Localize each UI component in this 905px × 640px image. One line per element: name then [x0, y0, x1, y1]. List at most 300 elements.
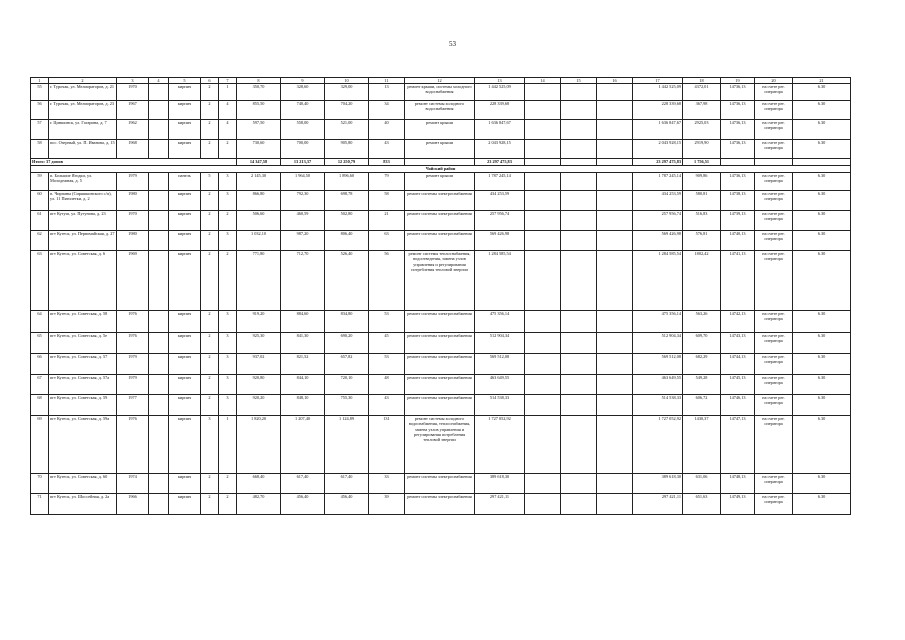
cell-date: 6.30 [793, 311, 851, 333]
table-row [31, 211, 851, 231]
cell-area-res: 526,40 [325, 251, 369, 311]
cell-people: 53 [369, 311, 405, 333]
cell-method: на счете рег. оператора [755, 474, 793, 494]
district-title: Чойский район [31, 166, 851, 173]
cell-fund: 297 421,11 [633, 494, 683, 515]
cell-c16 [597, 416, 633, 474]
total-empty [525, 159, 561, 166]
cell-limit: 14746,13 [721, 395, 755, 416]
cell-area-live: 848,10 [281, 395, 325, 416]
cell-work: ремонт крыши, системы холодного водоснабжения [405, 84, 475, 101]
table-row [31, 251, 851, 311]
page-number: 53 [449, 40, 456, 48]
cell-people: 131 [369, 416, 405, 474]
table-body [31, 78, 851, 515]
cell-area-res: 698,78 [325, 191, 369, 211]
cell-material: кирпич [169, 231, 201, 251]
cell-cost: 463 649,55 [475, 375, 525, 395]
cell-people: 39 [369, 494, 405, 515]
cell-c14 [525, 333, 561, 354]
cell-c16 [597, 211, 633, 231]
cell-n: 66 [31, 354, 49, 375]
cell-method: на счете рег. оператора [755, 191, 793, 211]
cell-c4 [149, 84, 169, 101]
cell-unit: 1430,37 [683, 416, 721, 474]
cell-cost: 569 512,08 [475, 354, 525, 375]
cell-work: ремонт системы электроснабжения [405, 333, 475, 354]
cell-address: пгт Кугеск, ул. Советская, д. 59а [49, 416, 117, 474]
cell-floors: 2 [201, 120, 219, 140]
cell-limit: 14744,13 [721, 354, 755, 375]
cell-c4 [149, 173, 169, 191]
cell-people: 48 [369, 375, 405, 395]
cell-fund: 1 636 847,67 [633, 120, 683, 140]
cell-date: 6.30 [793, 354, 851, 375]
cell-c14 [525, 211, 561, 231]
table-row [31, 416, 851, 474]
total-cost: 23 297 475,83 [475, 159, 525, 166]
cell-date: 6.30 [793, 375, 851, 395]
cell-work: ремонт системы электроснабжения [405, 375, 475, 395]
cell-unit: 576,81 [683, 231, 721, 251]
cell-entrances: 4 [219, 101, 237, 120]
cell-entrances: 2 [219, 474, 237, 494]
cell-c16 [597, 251, 633, 311]
cell-people: 56 [369, 251, 405, 311]
cell-material: кирпич [169, 101, 201, 120]
column-number-cell: 19 [721, 78, 755, 84]
cell-c16 [597, 173, 633, 191]
cell-c14 [525, 120, 561, 140]
cell-year: 1976 [117, 416, 149, 474]
cell-n: 58 [31, 140, 49, 159]
cell-floors: 5 [201, 173, 219, 191]
total-area-live: 13 213,37 [281, 159, 325, 166]
cell-area-total: 2 145,30 [237, 173, 281, 191]
cell-people: 43 [369, 140, 405, 159]
total-fund: 23 297 475,83 [633, 159, 683, 166]
cell-area-total: 920,20 [237, 395, 281, 416]
cell-unit: 609,70 [683, 333, 721, 354]
cell-people: 58 [369, 191, 405, 211]
table-row [31, 101, 851, 120]
total-empty [755, 159, 793, 166]
cell-material: кирпич [169, 494, 201, 515]
cell-c4 [149, 375, 169, 395]
column-number-cell: 3 [117, 78, 149, 84]
cell-c4 [149, 416, 169, 474]
cell-date: 6.30 [793, 211, 851, 231]
cell-unit: 909,86 [683, 173, 721, 191]
cell-work: ремонт крыши [405, 140, 475, 159]
cell-floors: 2 [201, 375, 219, 395]
total-people: 833 [369, 159, 405, 166]
cell-c4 [149, 494, 169, 515]
cell-date: 6.30 [793, 416, 851, 474]
cell-year: 1970 [117, 84, 149, 101]
cell-area-total: 350,70 [237, 84, 281, 101]
cell-year: 1979 [117, 173, 149, 191]
cell-address: пгт Кугеск, ул. Советская, д. 59 [49, 395, 117, 416]
cell-c16 [597, 311, 633, 333]
cell-work: ремонт системы холодного водоснабжения, теплоснабжения, замена узлов управления и регулирования потребления тепловой энергии [405, 416, 475, 474]
cell-people: 63 [369, 231, 405, 251]
cell-n: 68 [31, 395, 49, 416]
cell-area-res: 905,80 [325, 140, 369, 159]
cell-c15 [561, 311, 597, 333]
cell-area-total: 1 032,10 [237, 231, 281, 251]
cell-limit: 14748,13 [721, 474, 755, 494]
table-row [31, 311, 851, 333]
cell-unit: 651,63 [683, 494, 721, 515]
cell-date: 6.30 [793, 101, 851, 120]
cell-floors: 2 [201, 140, 219, 159]
cell-material: кирпич [169, 84, 201, 101]
cell-date: 6.30 [793, 173, 851, 191]
cell-fund: 569 426,98 [633, 231, 683, 251]
total-unit: 1 756,51 [683, 159, 721, 166]
cell-entrances: 3 [219, 333, 237, 354]
cell-area-total: 730,60 [237, 140, 281, 159]
cell-area-live: 712,70 [281, 251, 325, 311]
cell-fund: 257 956,74 [633, 211, 683, 231]
cell-area-res: 755,30 [325, 395, 369, 416]
cell-n: 61 [31, 211, 49, 231]
cell-year: 1966 [117, 494, 149, 515]
cell-material: кирпич [169, 251, 201, 311]
cell-floors: 2 [201, 311, 219, 333]
cell-area-total: 506,60 [237, 211, 281, 231]
column-number-cell: 9 [281, 78, 325, 84]
cell-people: 21 [369, 211, 405, 231]
cell-unit: 516,83 [683, 211, 721, 231]
column-number-cell: 4 [149, 78, 169, 84]
cell-area-live: 844,10 [281, 375, 325, 395]
cell-n: 71 [31, 494, 49, 515]
cell-c16 [597, 354, 633, 375]
cell-floors: 2 [201, 395, 219, 416]
cell-material: кирпич [169, 395, 201, 416]
cell-floors: 2 [201, 251, 219, 311]
cell-method: на счете рег. оператора [755, 101, 793, 120]
cell-entrances: 3 [219, 173, 237, 191]
cell-area-res: 456,40 [325, 494, 369, 515]
cell-limit: 14741,13 [721, 251, 755, 311]
cell-cost: 389 618,30 [475, 474, 525, 494]
cell-address: г. Турочак, ул. Мелиораторов, д. 21 [49, 84, 117, 101]
table-row [31, 140, 851, 159]
cell-material: кирпич [169, 120, 201, 140]
cell-date: 6.30 [793, 191, 851, 211]
cell-year: 1967 [117, 101, 149, 120]
table-row [31, 375, 851, 395]
cell-fund: 569 512,08 [633, 354, 683, 375]
cell-entrances: 3 [219, 395, 237, 416]
cell-limit: 14743,13 [721, 333, 755, 354]
cell-c14 [525, 140, 561, 159]
cell-year: 1980 [117, 231, 149, 251]
cell-address: пгт Кугеск, ул. Советская, д. 6 [49, 251, 117, 311]
cell-c15 [561, 140, 597, 159]
cell-entrances: 2 [219, 494, 237, 515]
cell-year: 1980 [117, 191, 149, 211]
cell-cost: 1 636 847,67 [475, 120, 525, 140]
cell-unit: 606,72 [683, 395, 721, 416]
cell-cost: 569 426,98 [475, 231, 525, 251]
cell-n: 56 [31, 101, 49, 120]
cell-c14 [525, 494, 561, 515]
cell-entrances: 1 [219, 84, 237, 101]
cell-unit: 1802,42 [683, 251, 721, 311]
cell-c14 [525, 375, 561, 395]
cell-address: г. Циншинск, ул. Гагарина, д. 7 [49, 120, 117, 140]
cell-n: 69 [31, 416, 49, 474]
cell-work: ремонт системы электроснабжения [405, 311, 475, 333]
cell-material: кирпич [169, 311, 201, 333]
cell-limit: 14740,13 [721, 231, 755, 251]
cell-address: пгт Кугеск, ул. Советская, д. 60 [49, 474, 117, 494]
cell-c14 [525, 173, 561, 191]
cell-date: 6.30 [793, 333, 851, 354]
table-row [31, 84, 851, 101]
total-row [31, 159, 851, 166]
cell-material: кирпич [169, 333, 201, 354]
cell-area-total: 668,40 [237, 474, 281, 494]
cell-unit: 367,98 [683, 101, 721, 120]
cell-fund: 514 538,33 [633, 395, 683, 416]
cell-c4 [149, 211, 169, 231]
cell-area-total: 1 820,20 [237, 416, 281, 474]
cell-c15 [561, 251, 597, 311]
cell-address: пгт Кугеск, ул. Шоссейная, д. 2а [49, 494, 117, 515]
cell-fund: 1 442 525,09 [633, 84, 683, 101]
cell-area-live: 456,40 [281, 494, 325, 515]
cell-cost: 1 787 245,14 [475, 173, 525, 191]
cell-people: 79 [369, 173, 405, 191]
cell-limit: 14747,13 [721, 416, 755, 474]
cell-n: 67 [31, 375, 49, 395]
cell-work: ремонт крыши [405, 173, 475, 191]
table-row [31, 395, 851, 416]
cell-area-res: 657,82 [325, 354, 369, 375]
cell-area-res: 1 124,89 [325, 416, 369, 474]
cell-entrances: 3 [219, 375, 237, 395]
column-number-cell: 21 [793, 78, 851, 84]
cell-c15 [561, 231, 597, 251]
cell-c14 [525, 191, 561, 211]
cell-limit: 14736,13 [721, 84, 755, 101]
cell-cost: 257 956,74 [475, 211, 525, 231]
column-number-cell: 1 [31, 78, 49, 84]
cell-c16 [597, 140, 633, 159]
cell-area-live: 740,40 [281, 101, 325, 120]
cell-area-total: 920,80 [237, 375, 281, 395]
cell-c14 [525, 311, 561, 333]
cell-year: 1977 [117, 395, 149, 416]
cell-year: 1970 [117, 211, 149, 231]
cell-c14 [525, 395, 561, 416]
cell-address: пгт Кугеск, ул. Советская, д. 5е [49, 333, 117, 354]
cell-entrances: 3 [219, 231, 237, 251]
cell-entrances: 2 [219, 251, 237, 311]
cell-material: кирпич [169, 375, 201, 395]
cell-method: на счете рег. оператора [755, 140, 793, 159]
cell-c14 [525, 354, 561, 375]
cell-area-res: 690,20 [325, 333, 369, 354]
cell-entrances: 1 [219, 416, 237, 474]
cell-n: 63 [31, 251, 49, 311]
cell-cost: 297 421,11 [475, 494, 525, 515]
total-empty [597, 159, 633, 166]
column-number-cell: 7 [219, 78, 237, 84]
cell-area-live: 328,60 [281, 84, 325, 101]
column-number-cell: 16 [597, 78, 633, 84]
total-empty [405, 159, 475, 166]
cell-entrances: 4 [219, 120, 237, 140]
column-number-cell: 2 [49, 78, 117, 84]
cell-c14 [525, 474, 561, 494]
cell-area-res: 806,40 [325, 231, 369, 251]
table-row [31, 120, 851, 140]
cell-work: ремонт системы электроснабжения [405, 494, 475, 515]
cell-method: на счете рег. оператора [755, 84, 793, 101]
cell-unit: 4372,01 [683, 84, 721, 101]
cell-c16 [597, 84, 633, 101]
column-number-cell: 15 [561, 78, 597, 84]
cell-c15 [561, 120, 597, 140]
cell-address: пгт Кугеск, ул. Советская, д. 57 [49, 354, 117, 375]
cell-address: пгт Кугеск, ул. Советская, д. 58 [49, 311, 117, 333]
cell-material: панель [169, 173, 201, 191]
cell-unit: 682,29 [683, 354, 721, 375]
cell-c14 [525, 101, 561, 120]
cell-date: 6.30 [793, 395, 851, 416]
cell-method: на счете рег. оператора [755, 375, 793, 395]
cell-year: 1969 [117, 251, 149, 311]
cell-year: 1976 [117, 333, 149, 354]
cell-area-res: 617,40 [325, 474, 369, 494]
table-row [31, 191, 851, 211]
cell-c16 [597, 494, 633, 515]
cell-year: 1962 [117, 120, 149, 140]
cell-area-res: 521,00 [325, 120, 369, 140]
column-number-cell: 14 [525, 78, 561, 84]
cell-c4 [149, 311, 169, 333]
cell-n: 59 [31, 173, 49, 191]
cell-area-live: 821,52 [281, 354, 325, 375]
cell-address: пгт Кугеск, ул. Первомайская, д. 27 [49, 231, 117, 251]
cell-work: ремонт системы электроснабжения [405, 211, 475, 231]
cell-fund: 475 356,14 [633, 311, 683, 333]
cell-method: на счете рег. оператора [755, 120, 793, 140]
cell-area-live: 884,60 [281, 311, 325, 333]
cell-c4 [149, 191, 169, 211]
cell-limit: 14742,13 [721, 311, 755, 333]
cell-c15 [561, 101, 597, 120]
cell-entrances: 3 [219, 354, 237, 375]
column-number-cell: 17 [633, 78, 683, 84]
cell-limit: 14736,13 [721, 101, 755, 120]
cell-c4 [149, 231, 169, 251]
cell-cost: 228 339,68 [475, 101, 525, 120]
cell-n: 65 [31, 333, 49, 354]
cell-floors: 2 [201, 474, 219, 494]
cell-limit: 14736,13 [721, 140, 755, 159]
cell-floors: 3 [201, 416, 219, 474]
cell-address: пгт Кугеск, ул. Советская, д. 57а [49, 375, 117, 395]
cell-area-total: 919,20 [237, 311, 281, 333]
cell-material: кирпич [169, 191, 201, 211]
cell-unit: 631,06 [683, 474, 721, 494]
cell-address: п. Большие Ягодки, ул. Молодежная, д. 5 [49, 173, 117, 191]
column-number-cell: 20 [755, 78, 793, 84]
cell-c15 [561, 416, 597, 474]
cell-c16 [597, 375, 633, 395]
column-number-cell: 10 [325, 78, 369, 84]
cell-c4 [149, 395, 169, 416]
cell-date: 6.30 [793, 494, 851, 515]
table-row [31, 333, 851, 354]
cell-method: на счете рег. оператора [755, 395, 793, 416]
cell-c4 [149, 101, 169, 120]
cell-year: 1979 [117, 375, 149, 395]
cell-area-total: 597,50 [237, 120, 281, 140]
table-row [31, 173, 851, 191]
cell-area-total: 925,30 [237, 333, 281, 354]
cell-address: г. Турочак, ул. Мелиораторов, д. 23 [49, 101, 117, 120]
table-row [31, 494, 851, 515]
cell-c15 [561, 333, 597, 354]
cell-cost: 514 538,33 [475, 395, 525, 416]
cell-cost: 1 284 585,54 [475, 251, 525, 311]
cell-area-live: 1 207,40 [281, 416, 325, 474]
cell-fund: 1 727 052,92 [633, 416, 683, 474]
cell-work: ремонт системы теплоснабжения, водоотведения, замена узлов управления и регулирования потребления тепловой энергии [405, 251, 475, 311]
column-number-cell: 18 [683, 78, 721, 84]
table-row [31, 354, 851, 375]
cell-c4 [149, 333, 169, 354]
cell-floors: 2 [201, 354, 219, 375]
cell-floors: 2 [201, 101, 219, 120]
cell-work: ремонт системы электроснабжения [405, 354, 475, 375]
cell-fund: 2 043 928,15 [633, 140, 683, 159]
cell-work: ремонт системы электроснабжения [405, 395, 475, 416]
cell-c16 [597, 191, 633, 211]
cell-limit: 14736,13 [721, 173, 755, 191]
cell-n: 60 [31, 191, 49, 211]
cell-n: 70 [31, 474, 49, 494]
cell-limit: 14749,13 [721, 494, 755, 515]
cell-date: 6.30 [793, 251, 851, 311]
cell-entrances: 3 [219, 311, 237, 333]
cell-unit: 2925,03 [683, 120, 721, 140]
cell-c15 [561, 395, 597, 416]
cell-date: 6.30 [793, 140, 851, 159]
cell-work: ремонт системы холодного водоснабжения [405, 101, 475, 120]
cell-c16 [597, 333, 633, 354]
cell-n: 62 [31, 231, 49, 251]
cell-work: ремонт системы электроснабжения [405, 231, 475, 251]
cell-people: 34 [369, 101, 405, 120]
cell-area-res: 502,80 [325, 211, 369, 231]
cell-n: 57 [31, 120, 49, 140]
cell-work: ремонт крыши [405, 120, 475, 140]
cell-c4 [149, 251, 169, 311]
total-area-total: 14 347,58 [237, 159, 281, 166]
cell-c16 [597, 474, 633, 494]
cell-unit: 2919,90 [683, 140, 721, 159]
cell-entrances: 2 [219, 140, 237, 159]
